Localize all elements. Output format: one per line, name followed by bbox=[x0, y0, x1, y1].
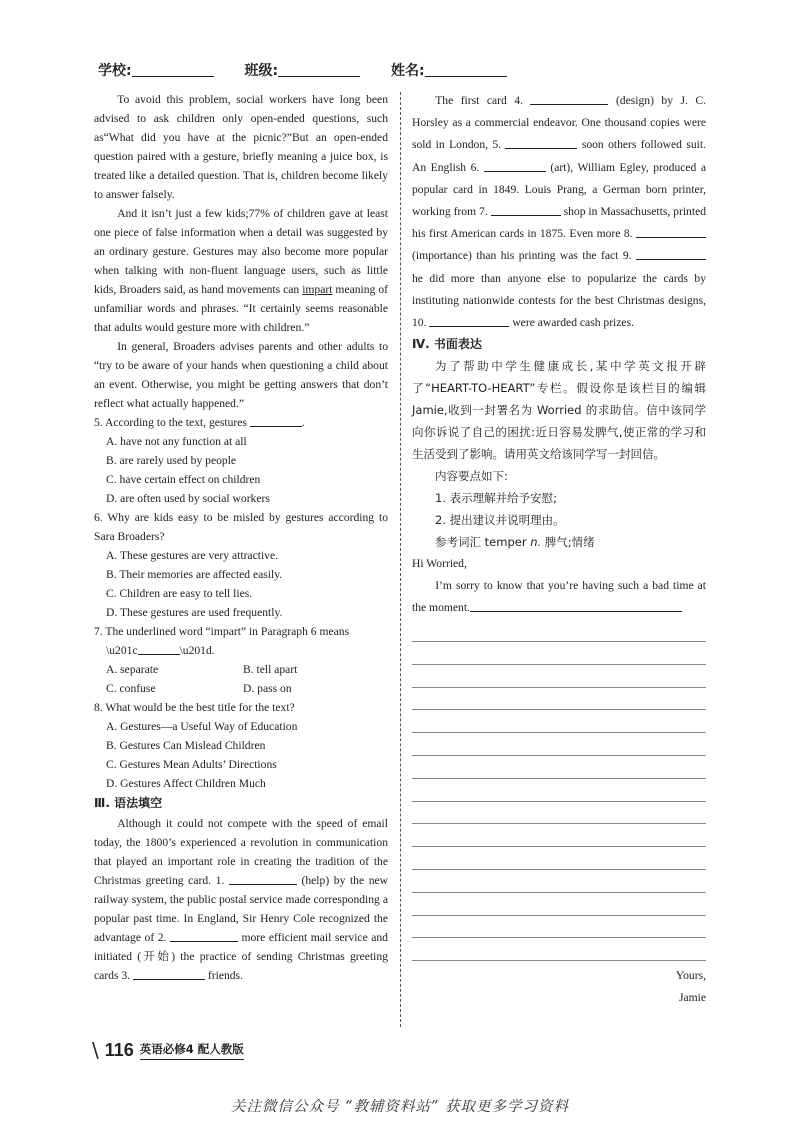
question-7: 7. The underlined word “impart” in Paragraph 6 means bbox=[94, 625, 350, 638]
grammar-passage-continued: The first card 4. (design) by J. C. Horsley as a commercial endeavor. One thousand copies were sold in London, 5. soon others followed suit. An English 6. (art), William Egley, produced a popular card in 1849. Louis Prang, a German born printer, working from 7. shop in Massachusetts, printed his first American cards in 1875. Even more 8. (importance) than his printing was the fact 9. he did more than anyone else to popularize the cards by instituting nationwide contests for the best Christmas designs, 10. were awarded cash prizes. bbox=[412, 94, 707, 330]
grammar-passage: Although it could not compete with the speed of email today, the 1800’s experienced a revolution in communication that played an important role in creating the tradition of the Christmas greeting card. 1. (help) by the new railway system, the public postal service made corresponding a popular past time. In England, Sir Henry Cole recognized the advantage of 2. more efficient mail service and initiated (开始) the practice of sending Christmas greeting cards 3. friends. bbox=[94, 817, 389, 982]
blank-4 bbox=[530, 104, 608, 105]
letter-signature: Jamie bbox=[678, 991, 706, 1005]
section-heading-writing: Ⅳ. 书面表达 bbox=[412, 337, 482, 352]
question-6: 6. Why are kids easy to be misled by gestures according to Sara Broaders? bbox=[94, 511, 388, 543]
option[interactable]: C. confuse bbox=[106, 682, 156, 695]
option[interactable]: A. have not any function at all bbox=[106, 435, 247, 448]
watermark-text: 关注微信公众号 “教辅资料站” 获取更多学习资料 bbox=[230, 1099, 570, 1115]
reference-vocab: 参考词汇 temper n. 脾气;情绪 bbox=[435, 535, 595, 550]
option[interactable]: A. These gestures are very attractive. bbox=[106, 549, 279, 562]
page-number: 116 bbox=[104, 1039, 134, 1060]
option[interactable]: D. These gestures are used frequently. bbox=[106, 606, 283, 619]
letter-greeting: Hi Worried, bbox=[412, 557, 467, 571]
student-info-header bbox=[98, 62, 533, 81]
blank-2 bbox=[170, 941, 238, 942]
writing-prompt: 为了帮助中学生健康成长,某中学英文报开辟了“HEART-TO-HEART”专栏。假设你是该栏目的编辑Jamie,收到一封署名为 Worried 的求助信。信中该同学向你诉说了自己的困扰:近日容易发脾气,使正常的学习和生活受到了影响。请用英文给该同学写一封回信。 bbox=[412, 359, 706, 462]
footer-slash: \ bbox=[92, 1037, 99, 1062]
blank-3 bbox=[133, 979, 205, 980]
option[interactable]: C. Gestures Mean Adults’ Directions bbox=[106, 758, 277, 771]
passage-paragraph: In general, Broaders advises parents and other adults to “try to be aware of your hands when questioning a child about an event. Otherwise, you might be getting answers that don’t reflect what actually happened.” bbox=[94, 340, 388, 410]
passage-paragraph: And it isn’t just a few kids;77% of children gave at least one piece of false information when a detail was suggested by an ordinary gesture. Gestures may also become more popular when talking with non-fluent language users, such as little kids, Broaders said, as hand movements can impart meaning of unfamiliar words and phrases. “It certainly seems reasonable that adults would gesture more with children.” bbox=[94, 207, 388, 334]
page-footer bbox=[92, 1037, 244, 1062]
blank-8 bbox=[636, 237, 706, 238]
options-row bbox=[94, 679, 388, 698]
options-row bbox=[94, 660, 388, 679]
blank-10 bbox=[429, 326, 509, 327]
option[interactable]: C. Children are easy to tell lies. bbox=[106, 587, 253, 600]
question-5: 5. According to the text, gestures . bbox=[94, 416, 305, 429]
name-field[interactable]: 姓名: bbox=[391, 62, 507, 81]
blank-1 bbox=[229, 884, 297, 885]
blank-9 bbox=[636, 259, 706, 260]
blank-7 bbox=[491, 215, 561, 216]
option[interactable]: B. Gestures Can Mislead Children bbox=[106, 739, 266, 752]
answer-blank[interactable]: \u201c \u201d. bbox=[106, 644, 215, 657]
key-point: 2. 提出建议并说明理由。 bbox=[435, 513, 565, 528]
right-column bbox=[412, 90, 706, 1009]
option[interactable]: C. have certain effect on children bbox=[106, 473, 261, 486]
option[interactable]: B. are rarely used by people bbox=[106, 454, 237, 467]
section-heading-grammar: Ⅲ. 语法填空 bbox=[94, 796, 163, 810]
underlined-word: impart bbox=[302, 283, 333, 296]
column-divider bbox=[400, 92, 401, 1027]
letter-closing: Yours, bbox=[675, 969, 706, 983]
blank-5 bbox=[505, 148, 577, 149]
option[interactable]: B. Their memories are affected easily. bbox=[106, 568, 283, 581]
option[interactable]: D. are often used by social workers bbox=[106, 492, 270, 505]
question-8: 8. What would be the best title for the text? bbox=[94, 701, 295, 714]
school-field[interactable]: 学校: bbox=[98, 62, 214, 81]
option[interactable]: A. separate bbox=[106, 663, 159, 676]
option[interactable]: B. tell apart bbox=[243, 663, 298, 676]
option[interactable]: D. pass on bbox=[243, 682, 292, 695]
option[interactable]: D. Gestures Affect Children Much bbox=[106, 777, 266, 790]
key-points-title: 内容要点如下: bbox=[435, 469, 508, 484]
key-point: 1. 表示理解并给予安慰; bbox=[435, 491, 558, 506]
blank-6 bbox=[484, 171, 546, 172]
writing-area[interactable] bbox=[412, 619, 706, 961]
passage-paragraph: To avoid this problem, social workers have long been advised to ask children only open-ended questions, such as“What did you have at the picnic?”But an open-ended question paired with a gesture, briefly meaning a juice box, is treated like a detailed question. That is, children become likely to answer falsely. bbox=[94, 93, 388, 201]
class-field[interactable]: 班级: bbox=[244, 62, 360, 81]
option[interactable]: A. Gestures—a Useful Way of Education bbox=[106, 720, 298, 733]
book-title: 英语必修4 配人教版 bbox=[140, 1040, 244, 1060]
left-column bbox=[94, 90, 388, 985]
letter-opening: I’m sorry to know that you’re having such a bad time at the moment. bbox=[412, 579, 706, 615]
